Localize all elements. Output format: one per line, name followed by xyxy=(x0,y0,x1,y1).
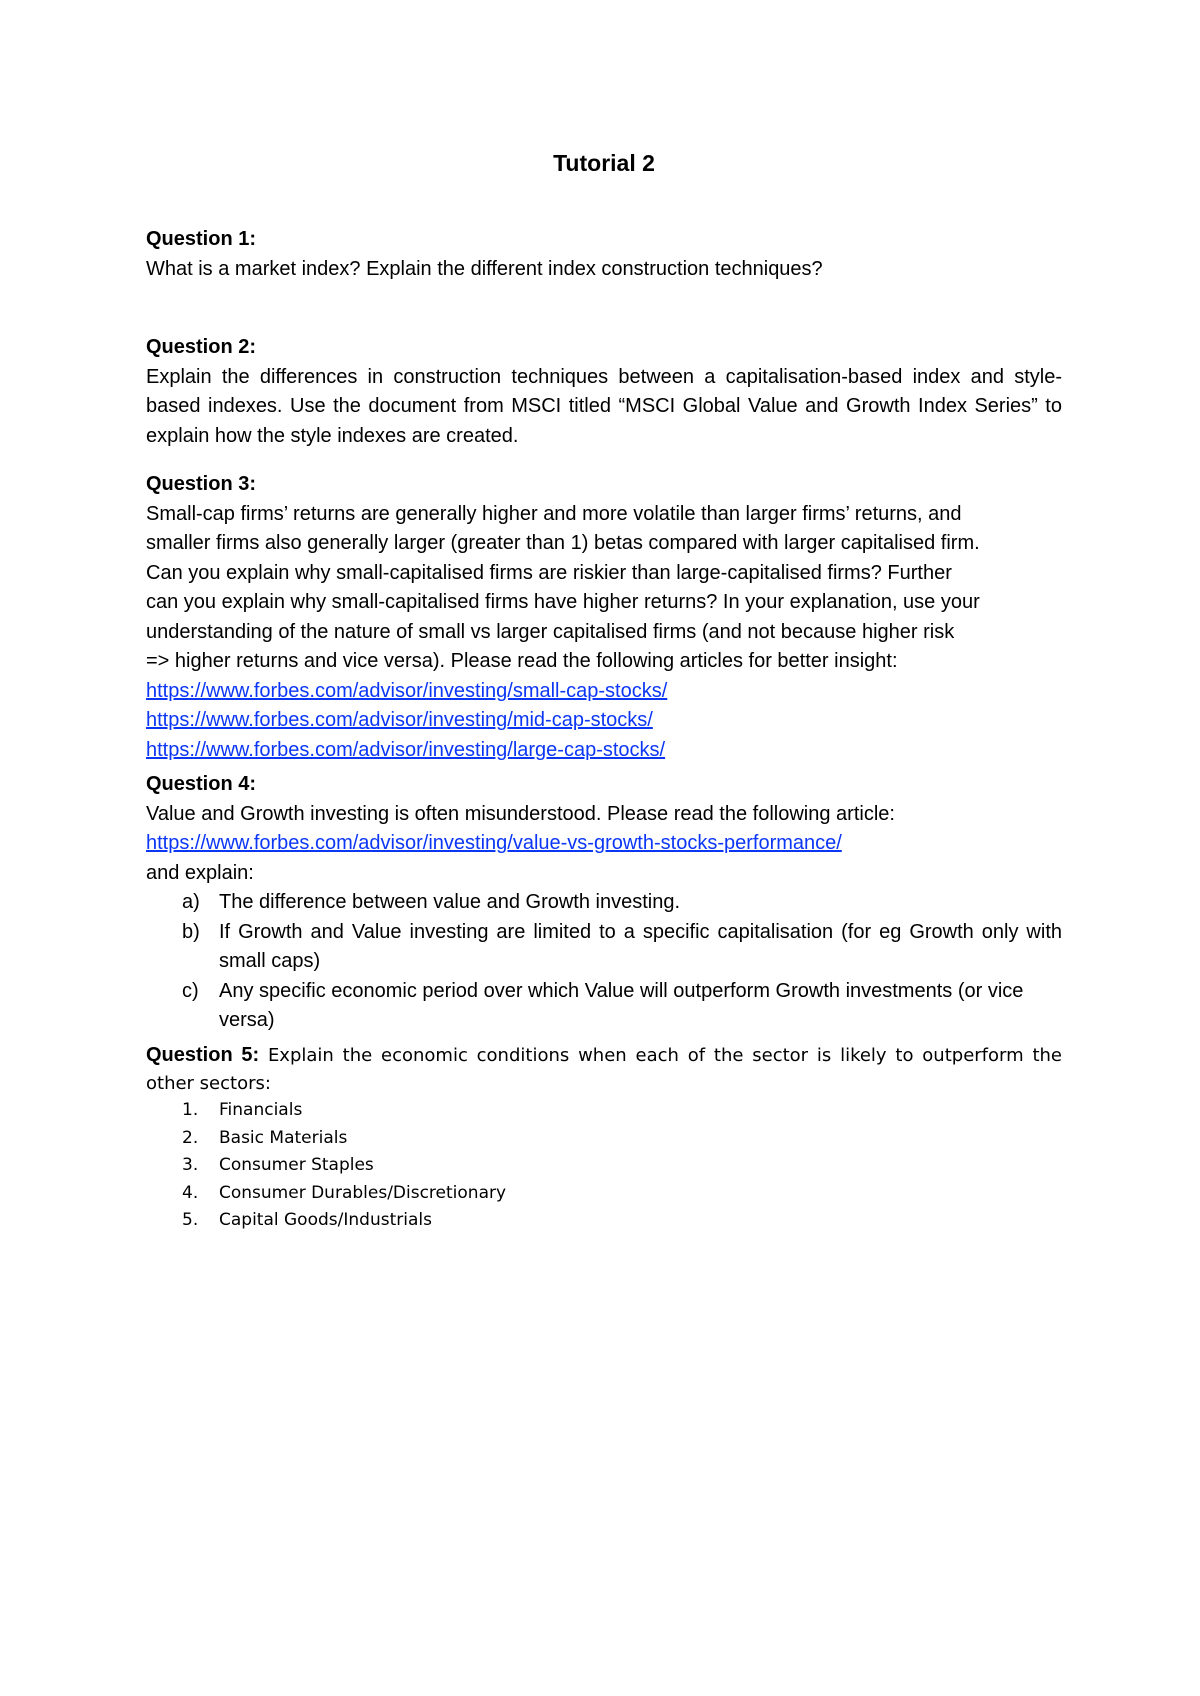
list-item-text: Capital Goods/Industrials xyxy=(219,1210,432,1230)
list-item xyxy=(146,1125,1062,1153)
list-item xyxy=(146,918,1062,977)
list-marker: c) xyxy=(182,979,199,1002)
question-3-line: Small-cap firms’ returns are generally higher and more volatile than larger firms’ returns, and xyxy=(146,502,962,525)
question-5-list xyxy=(146,1097,1062,1235)
list-item-text: Consumer Staples xyxy=(219,1155,374,1175)
list-marker: b) xyxy=(182,920,200,943)
list-marker: 1. xyxy=(182,1100,199,1120)
question-5-text: Explain the economic conditions when each of the sector is likely to outperform the other sectors: xyxy=(146,1045,1062,1094)
list-item xyxy=(146,888,1062,918)
question-5 xyxy=(146,1042,1062,1235)
mid-cap-stocks-link[interactable]: https://www.forbes.com/advisor/investing/mid-cap-stocks/ xyxy=(146,709,653,731)
question-3-line: can you explain why small-capitalised firms have higher returns? In your explanation, use your xyxy=(146,591,980,613)
question-4 xyxy=(146,770,1062,1036)
list-item xyxy=(146,977,1062,1036)
question-2-heading: Question 2: xyxy=(146,336,257,358)
list-item-text: Consumer Durables/Discretionary xyxy=(219,1182,507,1203)
list-item-text: If Growth and Value investing are limited to a specific capitalisation (for eg Growth only with small caps) xyxy=(219,920,1062,972)
value-vs-growth-link[interactable]: https://www.forbes.com/advisor/investing/value-vs-growth-stocks-performance/ xyxy=(146,832,842,854)
question-1-text: What is a market index? Explain the different index construction techniques? xyxy=(146,257,823,280)
question-3 xyxy=(146,470,1062,765)
list-marker: 3. xyxy=(182,1155,199,1175)
question-3-line: => higher returns and vice versa). Please read the following articles for better insight: xyxy=(146,650,898,672)
question-3-heading: Question 3: xyxy=(146,473,257,495)
list-item xyxy=(146,1180,1062,1208)
question-1-heading: Question 1: xyxy=(146,228,257,250)
list-marker: a) xyxy=(182,891,200,913)
list-marker: 2. xyxy=(182,1127,199,1148)
document-page xyxy=(146,0,1062,1696)
list-item xyxy=(146,1152,1062,1180)
question-2-text: Explain the differences in construction techniques between a capitalisation-based index and style-based indexes. Use the document from MSCI titled “MSCI Global Value and Growth Index Series” to explain how the style indexes are created. xyxy=(146,365,1062,447)
question-1 xyxy=(146,225,1062,284)
list-item-text: Any specific economic period over which Value will outperform Growth investments (or vice versa) xyxy=(219,979,1024,1031)
question-3-line: smaller firms also generally larger (greater than 1) betas compared with larger capitalised firm. xyxy=(146,532,980,554)
list-item-text: Basic Materials xyxy=(219,1127,348,1148)
question-5-paragraph xyxy=(146,1042,1062,1097)
question-4-explain: and explain: xyxy=(146,861,254,884)
page-title: Tutorial 2 xyxy=(553,150,655,176)
small-cap-stocks-link[interactable]: https://www.forbes.com/advisor/investing/small-cap-stocks/ xyxy=(146,679,668,702)
list-item xyxy=(146,1207,1062,1235)
question-4-heading: Question 4: xyxy=(146,773,257,795)
question-2 xyxy=(146,333,1062,451)
question-4-intro: Value and Growth investing is often misunderstood. Please read the following article: xyxy=(146,802,895,825)
large-cap-stocks-link[interactable]: https://www.forbes.com/advisor/investing/large-cap-stocks/ xyxy=(146,738,666,761)
question-5-heading: Question 5: xyxy=(146,1044,260,1066)
list-marker: 5. xyxy=(182,1210,199,1230)
question-3-line: understanding of the nature of small vs larger capitalised firms (and not because higher risk xyxy=(146,620,955,643)
list-item-text: The difference between value and Growth investing. xyxy=(219,891,681,913)
list-item xyxy=(146,1097,1062,1125)
question-3-line: Can you explain why small-capitalised firms are riskier than large-capitalised firms? Further xyxy=(146,561,952,584)
question-4-list xyxy=(146,888,1062,1036)
list-item-text: Financials xyxy=(219,1100,303,1120)
list-marker: 4. xyxy=(182,1182,199,1203)
